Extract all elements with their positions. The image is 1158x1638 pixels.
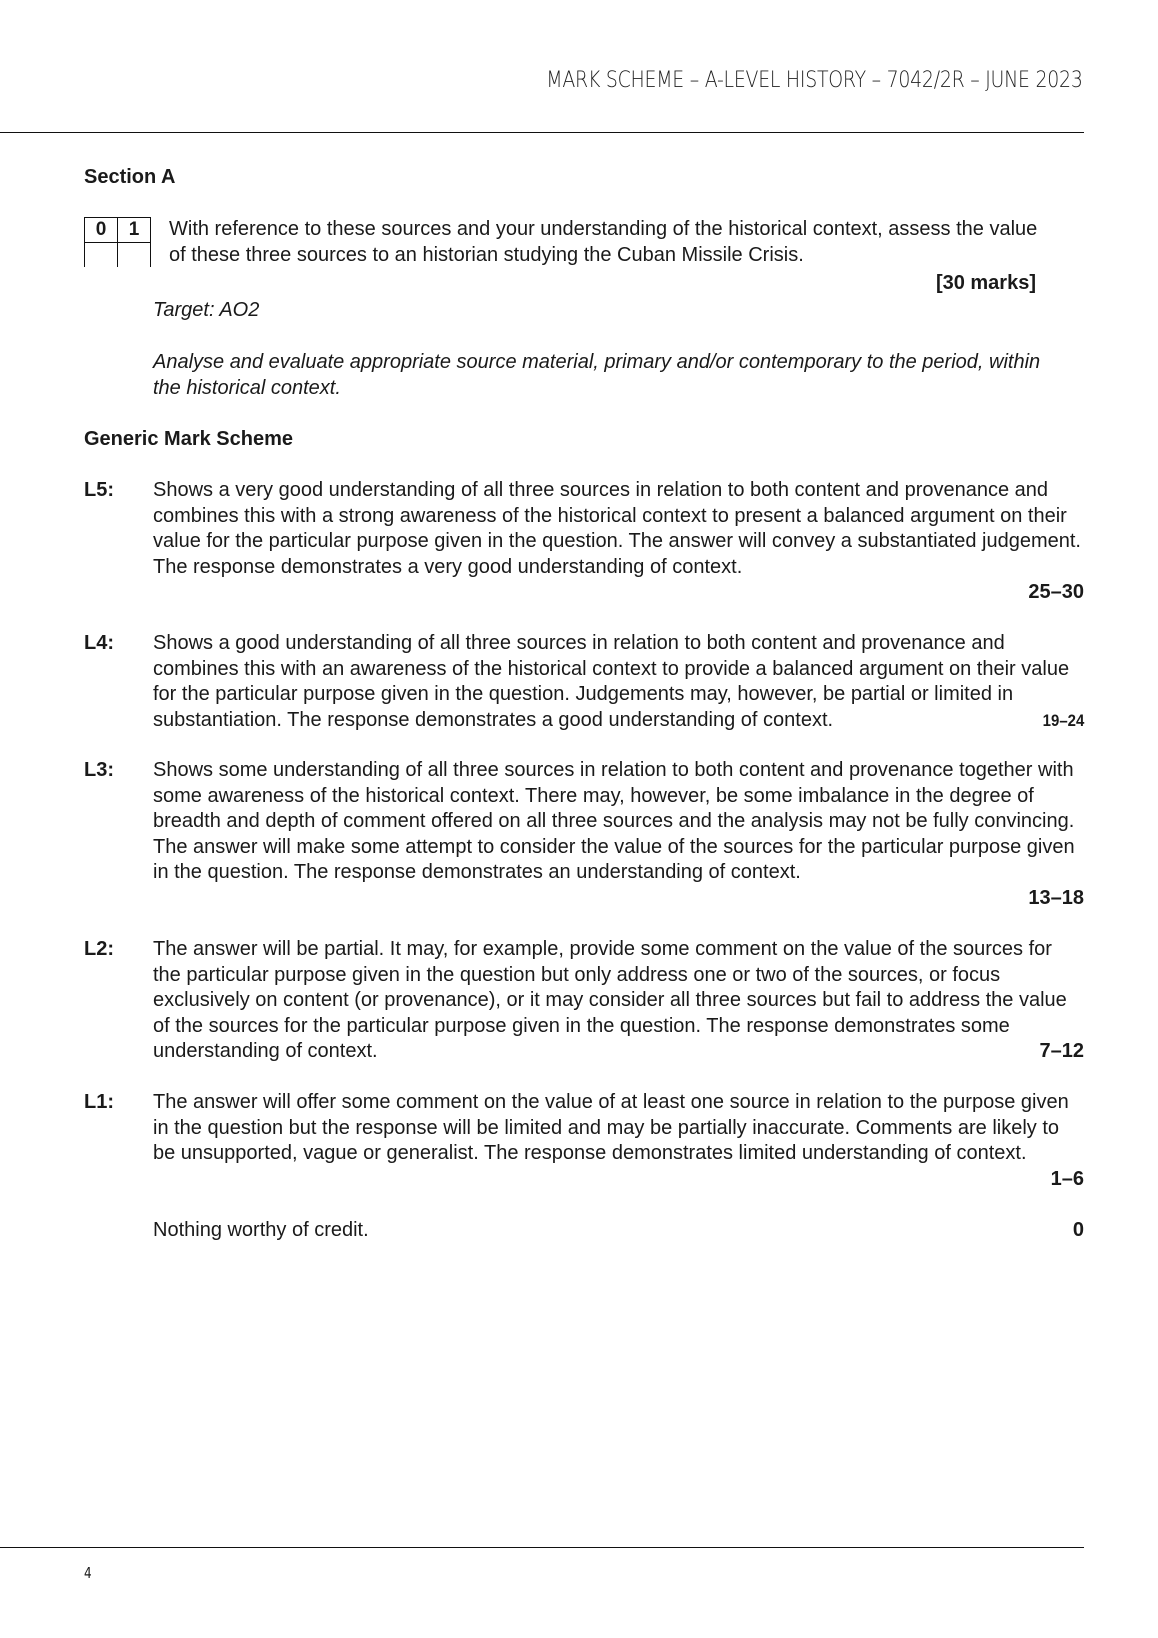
level-code: L1: xyxy=(84,1091,114,1113)
level-marks-range: 0 xyxy=(1072,1219,1084,1241)
question-number-digit: 1 xyxy=(118,218,151,243)
assessment-target: Target: AO2 xyxy=(153,299,260,321)
level-description: Shows a good understanding of all three sources in relation to both content and provenance and combines this with an awareness of the historical context to provide a balanced argument on their value for the particular purpose given in the question. Judgements may, however, be partial or limited in substantiation. The response demonstrates a good understanding of context. xyxy=(153,632,1070,731)
level-marks-range: 25–30 xyxy=(1028,581,1084,603)
level-description: Shows a very good understanding of all three sources in relation to both content and provenance and combines this with a strong awareness of the historical context to present a balanced argument on their value for the particular purpose given in the question. The answer will convey a substantiated judgement. The response demonstrates a very good understanding of context. xyxy=(153,479,1081,578)
level-marks-range: 13–18 xyxy=(1028,887,1084,909)
footer-rule xyxy=(0,1547,1084,1548)
header-rule xyxy=(0,132,1084,133)
question-number-cell-empty xyxy=(85,243,118,268)
level-code: L4: xyxy=(84,632,114,654)
question-marks: [30 marks] xyxy=(935,272,1036,294)
running-header-title: MARK SCHEME – A-LEVEL HISTORY – 7042/2R – JUNE 2023 xyxy=(546,68,1083,93)
level-marks-range: 1–6 xyxy=(1050,1168,1084,1190)
level-code: L2: xyxy=(84,938,114,960)
level-description: The answer will be partial. It may, for example, provide some comment on the value of the sources for the particular purpose given in the question but only address one or two of the sources, or focus exclusively on content (or provenance), or it may consider all three sources but fail to address the value of the sources for the particular purpose given in the question. The response demonstrates some understanding of context. xyxy=(153,938,1067,1062)
level-marks-range: 7–12 xyxy=(1039,1040,1084,1062)
page-number: 4 xyxy=(84,1564,92,1582)
level-marks-range: 19–24 xyxy=(1042,711,1084,730)
level-description: Shows some understanding of all three sources in relation to both content and provenance together with some awareness of the historical context. There may, however, be some imbalance in the degree of breadth and depth of comment offered on all three sources and the analysis may not be fully convincing. The answer will make some attempt to consider the value of the sources for the particular purpose given in the question. The response demonstrates an understanding of context. xyxy=(153,759,1075,883)
level-code: L5: xyxy=(84,479,114,501)
question-number-box xyxy=(84,217,151,267)
level-description: Nothing worthy of credit. xyxy=(153,1219,369,1241)
question-number-digit: 0 xyxy=(85,218,118,243)
generic-mark-scheme-heading: Generic Mark Scheme xyxy=(84,428,293,450)
question-number-cell-empty xyxy=(118,243,151,268)
question-text: With reference to these sources and your understanding of the historical context, assess the value of these three sources to an historian studying the Cuban Missile Crisis. xyxy=(169,218,1038,266)
level-description: The answer will offer some comment on the value of at least one source in relation to the purpose given in the question but the response will be limited and may be partially inaccurate. Comments are likely to be unsupported, vague or generalist. The response demonstrates limited understanding of context. xyxy=(153,1091,1069,1164)
level-code: L3: xyxy=(84,759,114,781)
assessment-objective: Analyse and evaluate appropriate source material, primary and/or contemporary to the period, within the historical context. xyxy=(153,351,1041,399)
section-heading: Section A xyxy=(84,166,176,188)
